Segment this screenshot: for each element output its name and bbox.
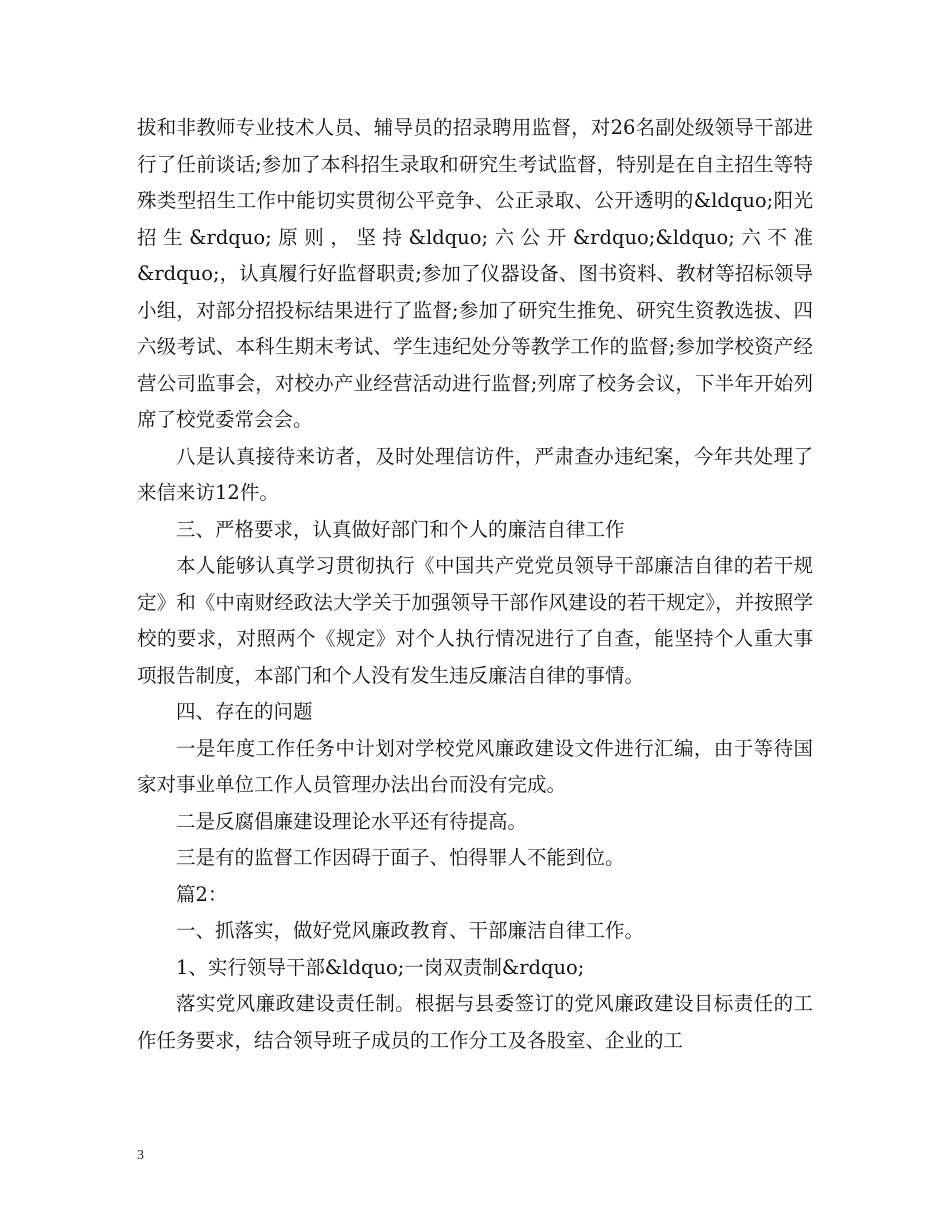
paragraph-8: 三是有的监督工作因碍于面子、怕得罪人不能到位。 (176, 846, 625, 869)
paragraph-2: 八是认真接待来访者，及时处理信访件，严肃查办违纪案，今年共处理了来信来访12件。 (137, 444, 813, 504)
paragraph-7: 二是反腐倡廉建设理论水平还有待提高。 (176, 809, 528, 833)
article-heading-2: 篇2： (176, 882, 228, 906)
paragraph-4: 本人能够认真学习贯彻执行《中国共产党党员领导干部廉洁自律的若干规定》和《中南财经政法大学关于加强领导干部作风建设的若干规定》，并按照学校的要求，对照两个《规定》对个人执行情况进行了自查，能坚持个人重大事项报告制度，本部门和个人没有发生违反廉洁自律的事情。 (137, 554, 813, 687)
section-heading-1: 一、抓落实，做好党风廉政教育、干部廉洁自律工作。 (176, 919, 645, 942)
subheading-1: 1、实行领导干部&ldquo;一岗双责制&rdquo; (176, 955, 585, 979)
paragraph-12: 落实党风廉政建设责任制。根据与县委签订的党风廉政建设目标责任的工作任务要求，结合领导班子成员的工作分工及各股室、企业的工 (137, 992, 813, 1052)
paragraph-1: 拔和非教师专业技术人员、辅导员的招录聘用监督，对26名副处级领导干部进行了任前谈话;参加了本科招生录取和研究生考试监督，特别是在自主招生等特殊类型招生工作中能切实贯彻公平竞争、公正录取、公开透明的&ldquo;阳光招生&rdquo;原则，坚持&ldquo;六公开&rdquo;&ldquo;六不准&rdquo;，认真履行好监督职责;参加了仪器设备、图书资料、教材等招标领导小组，对部分招投标结果进行了监督;参加了研究生推免、研究生资教选拔、四六级考试、本科生期末考试、学生违纪处分等教学工作的监督;参加学校资产经营公司监事会，对校办产业经营活动进行监督;列席了校务会议，下半年开始列席了校党委常会会。 (137, 116, 813, 431)
section-heading-4: 四、存在的问题 (176, 700, 313, 723)
paragraph-6: 一是年度工作任务中计划对学校党风廉政建设文件进行汇编，由于等待国家对事业单位工作人员管理办法出台而没有完成。 (137, 736, 813, 796)
section-heading-3: 三、严格要求，认真做好部门和个人的廉洁自律工作 (176, 517, 625, 541)
document-body (137, 110, 813, 1059)
page-number: 3 (137, 1148, 144, 1163)
